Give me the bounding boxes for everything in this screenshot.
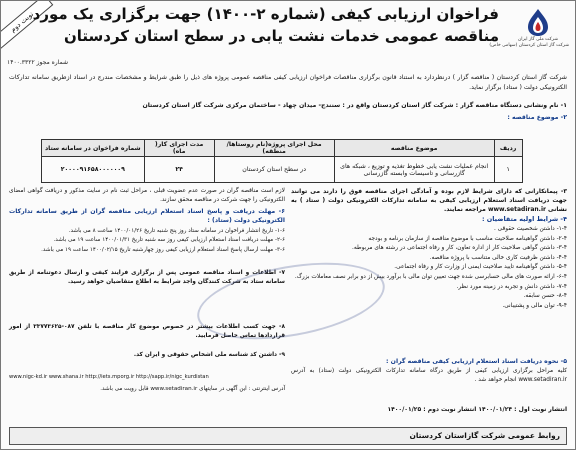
para-9: ۹- داشتن کد شناسه ملی اشخاص حقوقی و ایران کد. <box>133 352 285 358</box>
col-row-number: ردیف <box>494 140 522 157</box>
para-5-text: کلیه مراحل برگزاری ارزیابی کیفی از طریق درگاه سامانه تدارکات الکترونیکی دولت (ستاد) به آدرس www.setadiran.ir انجام خواهد شد . <box>291 368 567 383</box>
logo-caption-1: شرکت ملی گاز ایران <box>518 37 558 42</box>
para-8: ۸- جهت کسب اطلاعات بیشتر در خصوص موضوع کار مناقصه با تلفن ۰۸۷-۳۳۷۷۳۶۲۵ از امور قراردادها تماس حاصل فرمایید. <box>9 324 285 339</box>
website-links: www.nigc-kd.ir www.shana.ir http://iets.mporg.ir http://sapp.ir/nigc_kurdistan <box>9 374 209 380</box>
para-6-heading: ۶- مهلت دریافت و پاسخ اسناد استعلام ارزیابی مناقصه گران از طریق سامانه تدارکات الکترونیکی دولت (ستاد) : <box>9 208 285 224</box>
intro-paragraph: شرکت گاز استان کردستان ( مناقصه گزار ) درنظردارد به استناد قانون برگزاری مناقصات فراخوان ارزیابی کیفی مناقصه عمومی پروژه های ذیل را طبق شرایط و مشخصات مندرج در اسناد ازطریق سامانه تدارکات الکترونیکی دولت ( ستاد) برگزار نماید. <box>9 74 567 91</box>
registration-note: لازم است مناقصه گران در صورت عدم عضویت قبلی ، مراحل ثبت نام در سایت مذکور و دریافت گواهی امضای الکترونیکی را جهت شرکت در مناقصه محقق سازند. <box>9 188 285 203</box>
para-5-heading: ۵- نحوه دریافت اسناد استعلام ارزیابی کیفی مناقصه گران : <box>386 358 567 365</box>
para-3: ۳- پیمانکارانی که دارای شرایط لازم بوده و آمادگی اجرای مناقصه فوق را دارند می توانند جهت دریافت اسناد استعلام ارزیابی کیفی به سامانه تدارکات الکترونیکی دولت ( ستاد ) به نشانی www.setadiran.ir مراجعه نمایند. <box>291 188 567 213</box>
condition-item: ۴-۴- داشتن ظرفیت کاری خالی متناسب با پروژه مناقصه. <box>429 254 567 261</box>
deadline-item: ۱-۶- تاریخ انتشار فراخوان در سامانه ستاد روز پنج شنبه تاریخ ۱۴۰۰/۰۱/۲۶ ساعت ۸ می باشد. <box>68 228 285 234</box>
publication-dates: انتشار نوبت اول : ۱۴۰۰/۰۱/۲۴ انتشار نوبت دوم : ۱۴۰۰/۰۱/۲۵ <box>387 406 567 413</box>
col-duration: مدت اجرای کار( ماه) <box>144 140 214 157</box>
second-publication-badge: نوبت دوم <box>0 0 53 50</box>
condition-item: ۵-۴- داشتن گواهینامه تایید صلاحیت ایمنی از وزارت کار و رفاه اجتماعی. <box>394 264 567 271</box>
gas-flame-logo-icon <box>520 7 556 37</box>
notice-title-line2: مناقصه عمومی خدمات نشت یابی در سطح استان کردستان <box>63 27 499 45</box>
condition-item: ۸-۴- حسن سابقه. <box>523 293 567 300</box>
col-call-number: شماره فراخوان در سامانه ستاد <box>42 140 145 157</box>
footer-signature: روابط عمومی شرکت گازاستان کردستان <box>409 431 560 440</box>
logo-caption-2: شرکت گاز استان کردستان (سهامی خاص) <box>489 43 569 48</box>
condition-item: ۲-۴- داشتن گواهینامه صلاحیت مناسب با موضوع مناقصه از سازمان برنامه و بودجه <box>368 235 567 242</box>
table-header-row <box>42 140 523 157</box>
cell-location: در سطح استان کردستان <box>214 157 334 183</box>
cell-row-number: ۱ <box>494 157 522 183</box>
permit-number: شماره مجوز ۱۴۰۰.۳۳۲۲ <box>7 59 68 66</box>
deadline-item: ۲-۶- مهلت دریافت اسناد استعلام ارزیابی کیفی روز سه شنبه تاریخ ۱۴۰۰/۰۱/۳۱ ساعت ۱۹ می باشد. <box>53 237 285 244</box>
tender-subject-heading: ۲- موضوع مناقصه : <box>507 114 567 121</box>
notice-header <box>1 1 575 69</box>
cell-duration: ۲۴ <box>144 157 214 183</box>
cell-subject: انجام عملیات نشت یابی خطوط تغذیه و توزیع ، شبکه های گازرسانی و تاسیسات وابسته گازرسانی <box>334 157 494 183</box>
conditions-heading: ۴- شرایط اولیه متقاضیان : <box>482 215 567 223</box>
col-subject: موضوع مناقصه <box>334 140 494 157</box>
condition-item: ۱-۴- داشتن شخصیت حقوقی . <box>493 226 567 232</box>
condition-item: ۶-۴- ارائه صورت های مالی حسابرسی شده جهت تعیین توان مالی با برآورد بیش از دو برابر نصف معاملات بزرگ. <box>294 273 567 280</box>
cell-call-number: ۲۰۰۰۰۹۱۶۵۸۰۰۰۰۰۰۹ <box>42 157 145 183</box>
deadline-item: ۳-۶- مهلت ارسال پاسخ اسناد استعلام ارزیابی کیفی روز چهارشنبه تاریخ ۱۴۰۰/۰۲/۱۵ ساعت ۱۹ می باشد. <box>41 246 285 253</box>
company-logo <box>489 7 569 49</box>
condition-item: ۹-۴- توان مالی و پشتیبانی. <box>502 302 567 309</box>
table-row <box>42 157 523 183</box>
footer-bar <box>9 427 567 445</box>
col-location: محل اجرای پروژه(نام روستاها/منطقه) <box>214 140 334 157</box>
website-note: آدرس اینترنتی : این آگهی در سایتهای www.setadiran.ir قابل رویت می باشد. <box>100 386 285 392</box>
deadlines-list <box>9 227 285 255</box>
condition-item: ۳-۴- داشتن گواهی صلاحیت کار از اداره تعاون، کار و رفاه اجتماعی در رشته های مربوطه. <box>352 245 567 252</box>
para-7: ۷- اطلاعات و اسناد مناقصه عمومی پس از برگزاری فرایند کیفی و ارسال دعوتنامه از طریق سامانه ستاد به شرکت کنندگان واجد شرایط به اطلاع متقاضیان خواهد رسید. <box>9 270 285 285</box>
notice-title-line1: فراخوان ارزیابی کیفی (شماره ۲-۱۴۰۰) جهت برگزاری یک مورد <box>32 5 499 23</box>
tender-table <box>41 139 523 183</box>
tenderer-address: ۱- نام ونشانی دستگاه مناقصه گزار : شرکت گاز استان کردستان واقع در : سنندج- میدان چهاد - ساختمان مرکزی شرکت گاز استان کردستان <box>142 102 567 109</box>
condition-item: ۷-۴- داشتن دانش و تجربه در زمینه مورد نظر. <box>456 283 567 290</box>
